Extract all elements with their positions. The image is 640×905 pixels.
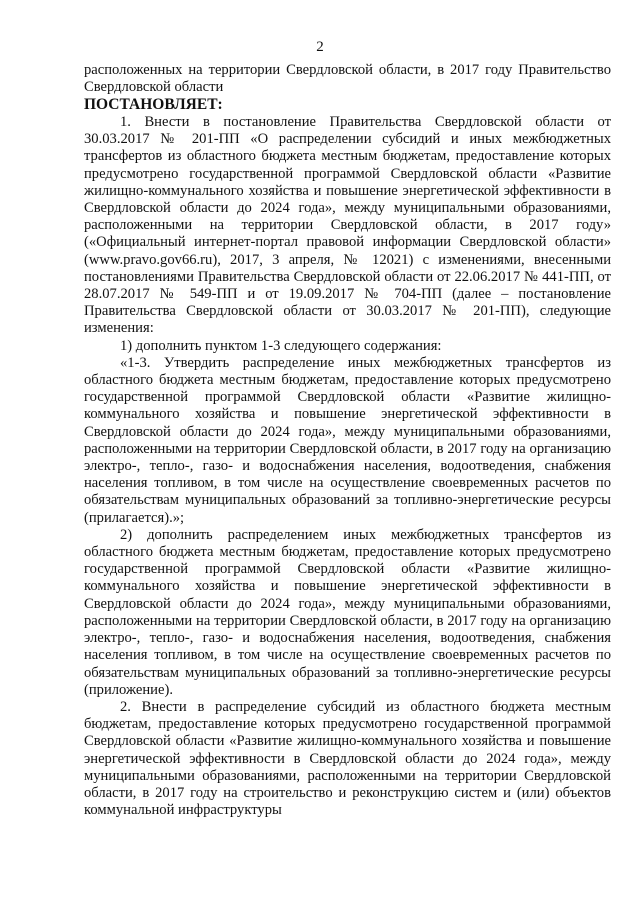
resolution-heading: ПОСТАНОВЛЯЕТ: bbox=[84, 96, 223, 114]
document-body bbox=[84, 62, 611, 819]
paragraph-1: 1. Внести в постановление Правительства Свердловской области от 30.03.2017 № 201-ПП «О распределении субсидий и иных межбюджетных трансфертов из областного бюджета местным бюджетам, предоставление которых предусмотрено государственной программой Свердловской области «Развитие жилищно-коммунального хозяйства и повышение энергетической эффективности в Свердловской области до 2024 года», между муниципальными образованиями, расположенными на территории Свердловской области, в 2017 году» («Официальный интернет-портал правовой информации Свердловской области» (www.pravo.gov66.ru), 2017, 3 апреля, № 12021) с изменениями, внесенными постановлениями Правительства Свердловской области от 22.06.2017 № 441-ПП, от 28.07.2017 № 549-ПП и от 19.09.2017 № 704-ПП (далее – постановление Правительства Свердловской области от 30.03.2017 № 201-ПП), следующие изменения: bbox=[84, 114, 611, 337]
paragraph-quote-1-3: «1-3. Утвердить распределение иных межбюджетных трансфертов из областного бюджета местным бюджетам, предоставление которых предусмотрено государственной программой Свердловской области «Развитие жилищно-коммунального хозяйства и повышение энергетической эффективности в Свердловской области до 2024 года», между муниципальными образованиями, расположенными на территории Свердловской области, в 2017 году на организацию электро-, тепло-, газо- и водоснабжения населения, водоотведения, снабжения населения топливом, в том числе на осуществление своевременных расчетов по обязательствам муниципальных образований за топливно-энергетические ресурсы (прилагается).»; bbox=[84, 354, 611, 526]
paragraph-2: 2. Внести в распределение субсидий из областного бюджета местным бюджетам, предоставление которых предусмотрено государственной программой Свердловской области «Развитие жилищно-коммунального хозяйства и повышение энергетической эффективности в Свердловской области до 2024 года», между муниципальными образованиями, расположенными на территории Свердловской области, в 2017 году на строительство и реконструкцию систем и (или) объектов коммунальной инфраструктуры bbox=[84, 698, 611, 819]
page-number: 2 bbox=[316, 39, 324, 55]
intro-text: расположенных на территории Свердловской области, в 2017 году Правительство Свердловской области bbox=[84, 62, 611, 96]
paragraph-1-1: 1) дополнить пунктом 1-3 следующего содержания: bbox=[120, 337, 442, 354]
paragraph-1-2: 2) дополнить распределением иных межбюджетных трансфертов из областного бюджета местным бюджетам, предоставление которых предусмотрено государственной программой Свердловской области «Развитие жилищно-коммунального хозяйства и повышение энергетической эффективности в Свердловской области до 2024 года», между муниципальными образованиями, расположенными на территории Свердловской области, в 2017 году на организацию электро-, тепло-, газо- и водоснабжения населения, водоотведения, снабжения населения топливом, в том числе на осуществление своевременных расчетов по обязательствам муниципальных образований за топливно-энергетические ресурсы (приложение). bbox=[84, 526, 611, 698]
